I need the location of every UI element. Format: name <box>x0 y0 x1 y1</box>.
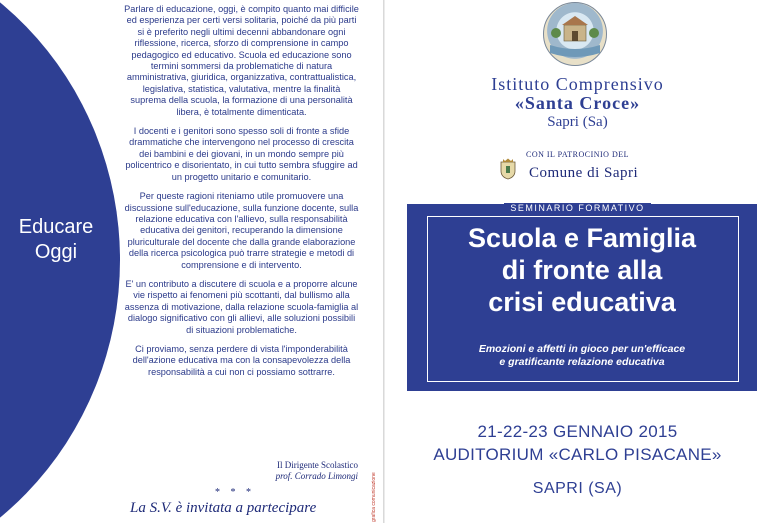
seminar-label-text: SEMINARIO FORMATIVO <box>504 203 650 213</box>
invitation-text: La S.V. è invitata a partecipare <box>130 500 317 516</box>
right-panel <box>385 0 770 523</box>
signature-role: Il Dirigente Scolastico <box>277 460 358 470</box>
school-logo-icon <box>543 2 607 66</box>
seminar-title <box>407 222 757 318</box>
seminar-subtitle-line-2: e gratificante relazione educativa <box>499 356 665 368</box>
signature-name: prof. Corrado Limongi <box>275 471 358 481</box>
event-venue: AUDITORIUM «CARLO PISACANE» <box>433 445 722 464</box>
school-name-line-2: «Santa Croce» <box>514 93 641 113</box>
intro-paragraph-3: Per queste ragioni riteniamo utile promuovere una discussione sull'educazione, sulla funzione docente, sulla relazione educativa con l'allievo, sulla responsabilità educativa dei genitori, recuperando la dimensione pluriculturale del docente che dalla grande elaborazione della ricerca psicologica può trarre strategie e metodi di comprensione e di intervento. <box>124 191 359 270</box>
side-title <box>0 215 112 265</box>
intro-text <box>124 4 359 386</box>
school-name-line-1: Istituto Comprensivo <box>491 74 664 94</box>
seminar-title-line-1: Scuola e Famiglia <box>467 223 697 253</box>
municipality-name: Comune di Sapri <box>529 165 639 181</box>
school-location: Sapri (Sa) <box>547 114 608 130</box>
seminar-subtitle-line-1: Emozioni e affetti in gioco per un'efficace <box>478 343 686 355</box>
intro-paragraph-1: Parlare di educazione, oggi, è compito quanto mai difficile ed esperienza per certi versi solitaria, poiché da più parti si è preferito negli ultimi decenni abbandonare ogni riflessione, ricerca, sforzo di comprensione in campo pedagogico ed educativo. Scuola ed educazione sono termini sommersi da problematiche di natura amministrativa, giuridica, organizzativa, contrattualistica, legislativa, statistica, valutativa, mentre la finalità suprema della scuola, la formazione di una personalità libera, è totalmente dimenticata. <box>124 4 359 117</box>
print-credit: grafica comunicazione <box>371 472 377 522</box>
left-panel <box>0 0 383 523</box>
side-title-line-1: Educare <box>18 216 94 238</box>
intro-paragraph-2: I docenti e i genitori sono spesso soli di fronte a sfide drammatiche che intervengono nel processo di crescita dei bambini e dei giovani, in un mondo sempre più policentrico e disorientato, in cui tutto sembra sfuggire ad un progetto unitario e comunitario. <box>125 126 358 182</box>
seminar-title-line-3: crisi educativa <box>488 287 676 317</box>
event-dates: 21-22-23 GENNAIO 2015 <box>477 422 678 441</box>
intro-paragraph-4: E' un contributo a discutere di scuola e a proporre alcune vie rispetto ai fenomeni più scottanti, dal bullismo alla assenza di motivazione, dalla relazione scuola-famiglia al dialogo significativo con gli allievi, alle soluzioni possibili di situazioni problematiche. <box>124 278 359 335</box>
event-city: SAPRI (SA) <box>532 480 623 497</box>
seminar-subtitle <box>407 343 757 369</box>
seminar-label <box>385 203 770 213</box>
municipal-crest-icon <box>500 158 516 180</box>
intro-paragraph-5: Ci proviamo, senza perdere di vista l'imponderabilità dell'azione educativa ma con la consapevolezza della responsabilità a cui non ci possiamo sottrarre. <box>132 343 351 377</box>
stars-separator: * * * <box>215 487 255 498</box>
patronage-label: CON IL PATROCINIO DEL <box>525 150 630 159</box>
seminar-title-line-2: di fronte alla <box>501 255 663 285</box>
signature-block <box>218 460 358 482</box>
side-title-line-2: Oggi <box>34 241 78 263</box>
